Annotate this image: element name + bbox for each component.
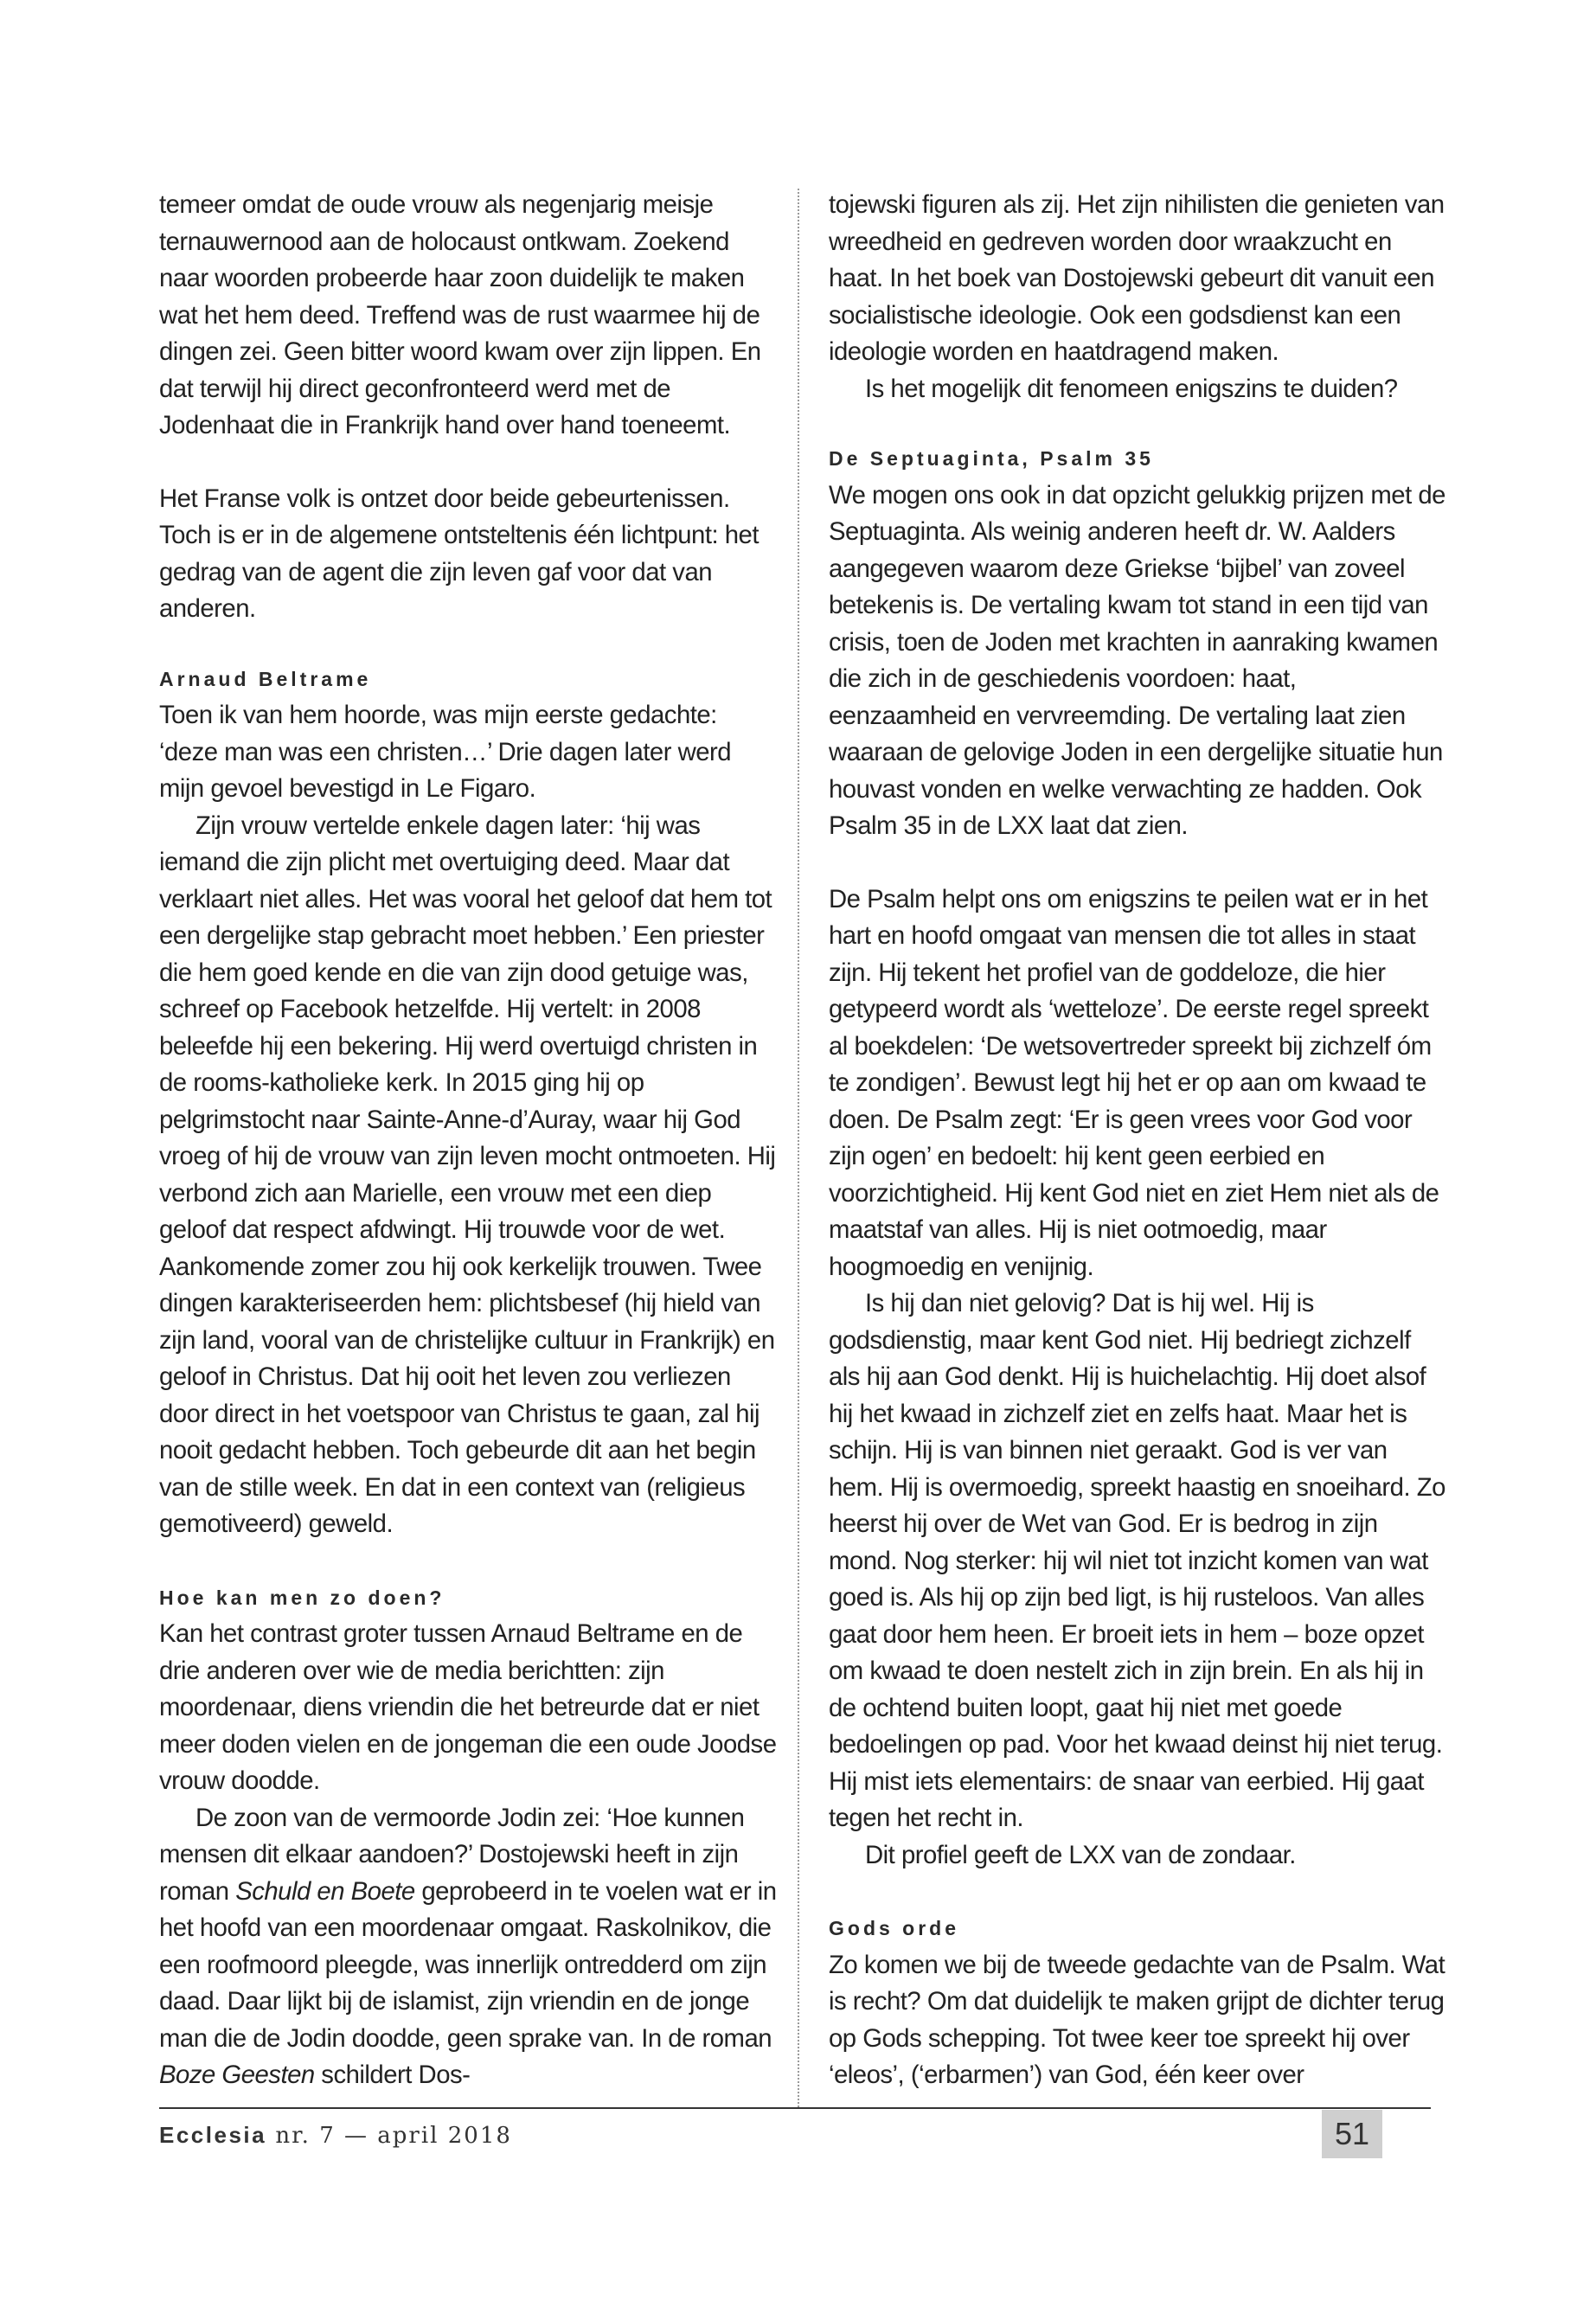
book-title: Schuld en Boete	[235, 1876, 415, 1906]
section-heading: Gods orde	[829, 1917, 960, 1939]
section-heading: Hoe kan men zo doen?	[159, 1586, 445, 1609]
paragraph: Zo komen we bij de tweede gedachte van de Psalm. Wat is recht? Om dat duidelijk te maken grijpt de dichter terug op Gods schepping. Tot twee keer toe spreekt hij over ‘eleos’, (‘erbarmen’) van God, één keer over	[829, 1950, 1445, 2089]
left-column	[159, 187, 777, 2094]
paragraph: Dit profiel geeft de LXX van de zondaar.	[865, 1840, 1296, 1869]
footer-rule	[159, 2107, 1431, 2109]
footer-credit	[159, 2122, 512, 2149]
paragraph: Het Franse volk is ontzet door beide gebeurtenissen. Toch is er in de algemene ontsteltenis één lichtpunt: het gedrag van de agent die zijn leven gaf voor dat van anderen.	[159, 484, 759, 623]
paragraph: We mogen ons ook in dat opzicht gelukkig prijzen met de Septuaginta. Als weinig anderen heeft dr. W. Aalders aangegeven waarom deze Griekse ‘bijbel’ van zoveel betekenis is. De vertaling kwam tot stand in een tijd van crisis, toen de Joden met krachten in aanraking kwamen die zich in de geschiedenis voordoen: haat, eenzaamheid en vervreemding. De vertaling laat zien waaraan de gelovige Joden in een dergelijke situatie hun houvast vonden en welke verwachting ze hadden. Ook Psalm 35 in de LXX laat dat zien.	[829, 480, 1445, 840]
paragraph: Zijn vrouw vertelde enkele dagen later: ‘hij was iemand die zijn plicht met overtuiging deed. Maar dat verklaart niet alles. Het was vooral het geloof dat hem tot een dergelijke stap gebracht moet hebben.’ Een priester die hem goed kende en die van zijn dood getuige was, schreef op Facebook hetzelfde. Hij vertelt: in 2008 beleefde hij een bekering. Hij werd overtuigd christen in de rooms-katholieke kerk. In 2015 ging hij op pelgrimstocht naar Sainte-Anne-d’Auray, waar hij God vroeg of hij de vrouw van zijn leven mocht ontmoeten. Hij verbond zich aan Marielle, een vrouw met een diep geloof dat respect afdwingt. Hij trouwde voor de wet. Aankomende zomer zou hij ook kerkelijk trouwen. Twee dingen karakteriseerden hem: plichtsbesef (hij hield van zijn land, vooral van de christelijke cultuur in Frankrijk) en geloof in Christus. Dat hij ooit het leven zou verliezen door direct in het voetspoor van Christus te gaan, zal hij nooit gedacht hebben. Toch gebeurde dit aan het begin van de stille week. En dat in een context van (religieus gemotiveerd) geweld.	[159, 811, 776, 1538]
paragraph: Kan het contrast groter tussen Arnaud Beltrame en de drie anderen over wie de media berichtten: zijn moordenaar, diens vriendin die het betreurde dat er niet meer doden vielen en de jongeman die een oude Joodse vrouw doodde.	[159, 1619, 777, 1795]
paragraph: De Psalm helpt ons om enigszins te peilen wat er in het hart en hoofd omgaat van mensen die tot alles in staat zijn. Hij tekent het profiel van de goddeloze, die hier getypeerd wordt als ‘wetteloze’. De eerste regel spreekt al boekdelen: ‘De wetsovertreder spreekt bij zichzelf óm te zondigen’. Bewust legt hij het er op aan om kwaad te doen. De Psalm zegt: ‘Er is geen vrees voor God voor zijn ogen’ en bedoelt: hij kent geen eerbied en voorzichtigheid. Hij kent God niet en ziet Hem niet als de maatstaf van alles. Hij is niet ootmoedig, maar hoogmoedig en venijnig.	[829, 884, 1439, 1281]
right-column	[829, 187, 1446, 2094]
book-title: Boze Geesten	[159, 2061, 315, 2089]
issue-info: nr. 7 — april 2018	[275, 2123, 512, 2149]
text-run: schildert Dos-	[314, 2061, 471, 2089]
page-number: 51	[1322, 2110, 1382, 2158]
paragraph: tojewski figuren als zij. Het zijn nihilisten die genieten van wreedheid en gedreven worden door wraakzucht en haat. In het boek van Dostojewski gebeurt dit vanuit een socialistische ideologie. Ook een godsdienst kan een ideologie worden en haatdragend maken.	[829, 190, 1445, 366]
paragraph: Toen ik van hem hoorde, was mijn eerste gedachte: ‘deze man was een christen…’ Drie dagen later werd mijn gevoel bevestigd in Le Figaro.	[159, 701, 732, 803]
text-run: geprobeerd in te voelen wat er in het hoofd van een moordenaar omgaat. Raskolnikov, die een roofmoord pleegde, was innerlijk ontredderd om zijn daad. Daar lijkt bij de islamist, zijn vriendin en de jonge man die de Jodin doodde, geen sprake van. In de roman	[159, 1876, 777, 2053]
paragraph: temeer omdat de oude vrouw als negenjarig meisje ternauwernood aan de holocaust ontkwam. Zoekend naar woorden probeerde haar zoon duidelijk te maken wat het hem deed. Treffend was de rust waarmee hij de dingen zei. Geen bitter woord kwam over zijn lippen. En dat terwijl hij direct geconfronteerd werd met de Jodenhaat die in Frankrijk hand over hand toeneemt.	[159, 190, 761, 439]
paragraph	[159, 1800, 777, 2094]
section-heading: Arnaud Beltrame	[159, 667, 372, 690]
section-heading: De Septuaginta, Psalm 35	[829, 447, 1154, 470]
paragraph: Is hij dan niet gelovig? Dat is hij wel. Hij is godsdienstig, maar kent God niet. Hij bedriegt zichzelf als hij aan God denkt. Hij is huichelachtig. Hij doet alsof hij het kwaad in zichzelf ziet en zelfs haat. Maar het is schijn. Hij is van binnen niet geraakt. God is ver van hem. Hij is overmoedig, spreekt haastig en snoeihard. Zo heerst hij over de Wet van God. Er is bedrog in zijn mond. Nog sterker: hij wil niet tot inzicht komen van wat goed is. Als hij op zijn bed ligt, is hij rusteloos. Van alles gaat door hem heen. Er broeit iets in hem – boze opzet om kwaad te doen nestelt zich in zijn brein. En als hij in de ochtend buiten loopt, gaat hij niet met goede bedoelingen op pad. Voor het kwaad deinst hij niet terug. Hij mist iets elementairs: de snaar van eerbied. Hij gaat tegen het recht in.	[829, 1289, 1445, 1832]
column-divider	[798, 189, 799, 2107]
magazine-name: Ecclesia	[159, 2122, 267, 2148]
text-run: De zoon van de vermoorde Jodin zei: ‘Hoe kunnen mensen dit elkaar aandoen?’ Dostojewski heeft in zijn roman	[159, 1803, 745, 1906]
paragraph: Is het mogelijk dit fenomeen enigszins te duiden?	[865, 374, 1398, 403]
